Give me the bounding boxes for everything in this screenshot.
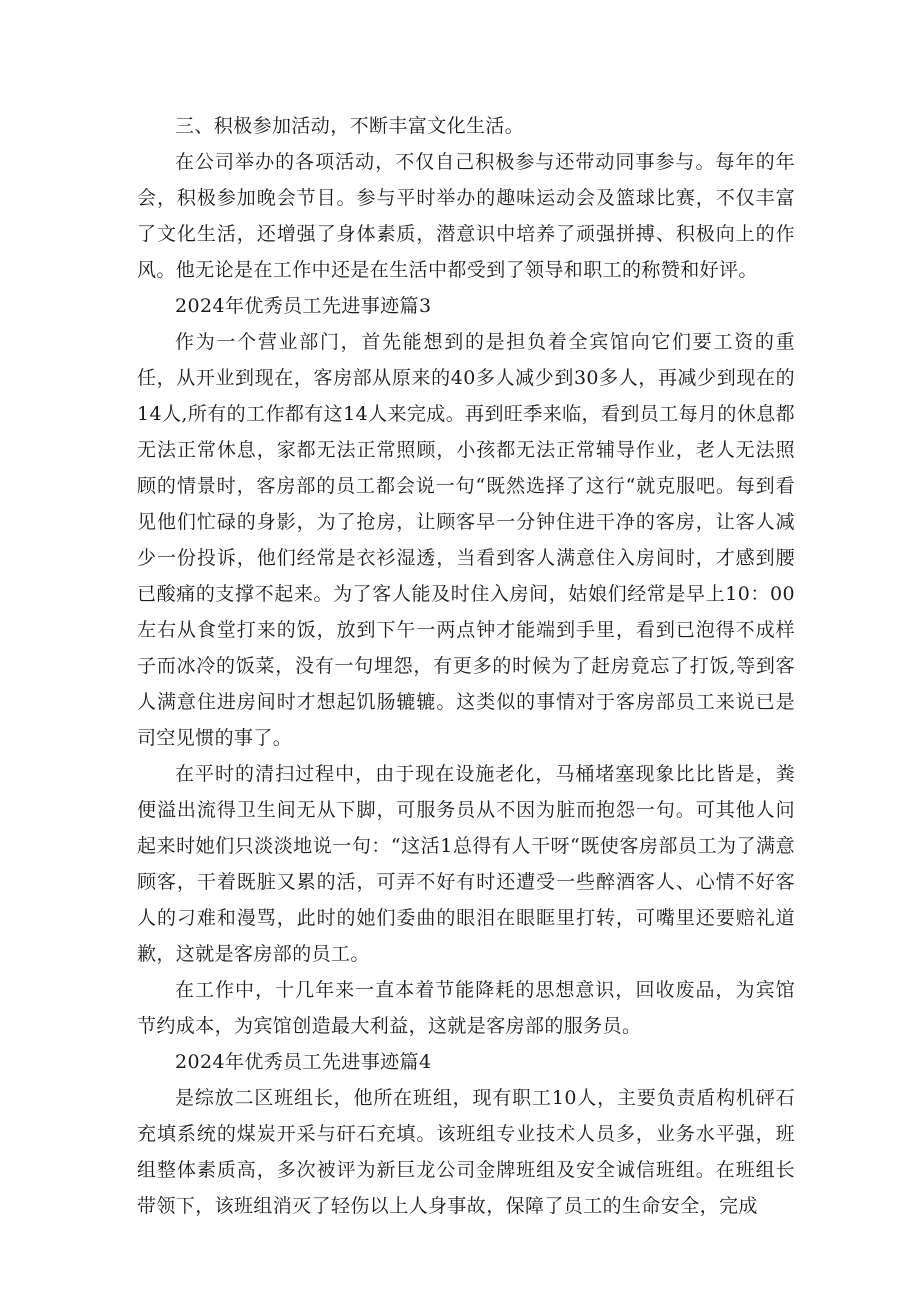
article-title-4: 2024年优秀员工先进事迹篇4 [175,1051,432,1073]
paragraph-team-leader: 是综放二区班组长，他所在班组，现有职工10人，主要负责盾构机砰石充填系统的煤炭开采与矸石充填。该班组专业技术人员多，业务水平强，班组整体素质高，多次被评为新巨龙公司金牌班组及安全诚信班组。在班组长带领下，该班组消灭了轻伤以上人身事故，保障了员工的生命安全，完成 [137,1087,795,1217]
section-heading-3: 三、积极参加活动，不断丰富文化生活。 [175,115,525,137]
paragraph-activities: 在公司举办的各项活动，不仅自己积极参与还带动同事参与。每年的年会，积极参加晚会节目。参与平时举办的趣味运动会及篮球比赛，不仅丰富了文化生活，还增强了身体素质，潜意识中培养了顽强拼搏、积极向上的作风。他无论是在工作中还是在生活中都受到了领导和职工的称赞和好评。 [137,151,795,281]
document-body [137,108,795,1224]
paragraph-housekeeping-1: 作为一个营业部门，首先能想到的是担负着全宾馆向它们要工资的重任，从开业到现在，客房部从原来的40多人减少到30多人，再减少到现在的14人,所有的工作都有这14人来完成。再到旺季来临，看到员工每月的休息都无法正常休息，家都无法正常照顾，小孩都无法正常辅导作业，老人无法照顾的情景时，客房部的员工都会说一句“既然选择了这行“就克服吧。每到看见他们忙碌的身影，为了抢房，让顾客早一分钟住进干净的客房，让客人减少一份投诉，他们经常是衣衫湿透，当看到客人满意住入房间时，才感到腰已酸痛的支撑不起来。为了客人能及时住入房间，姑娘们经常是早上10：00左右从食堂打来的饭，放到下午一两点钟才能端到手里，看到已泡得不成样子而冰冷的饭菜，没有一句埋怨，有更多的时候为了赶房竟忘了打饭,等到客人满意住进房间时才想起饥肠辘辘。这类似的事情对于客房部员工来说已是司空见惯的事了。 [137,331,795,749]
paragraph-housekeeping-3: 在工作中，十几年来一直本着节能降耗的思想意识，回收废品，为宾馆节约成本，为宾馆创造最大利益，这就是客房部的服务员。 [137,979,795,1037]
article-title-3: 2024年优秀员工先进事迹篇3 [175,295,432,317]
paragraph-housekeeping-2: 在平时的清扫过程中，由于现在设施老化，马桶堵塞现象比比皆是，粪便溢出流得卫生间无从下脚，可服务员从不因为脏而抱怨一句。可其他人问起来时她们只淡淡地说一句：“这活1总得有人干呀“既使客房部员工为了满意顾客，干着既脏又累的活，可弄不好有时还遭受一些醉酒客人、心情不好客人的刁难和漫骂，此时的她们委曲的眼泪在眼眶里打转，可嘴里还要赔礼道歉，这就是客房部的员工。 [137,763,795,965]
